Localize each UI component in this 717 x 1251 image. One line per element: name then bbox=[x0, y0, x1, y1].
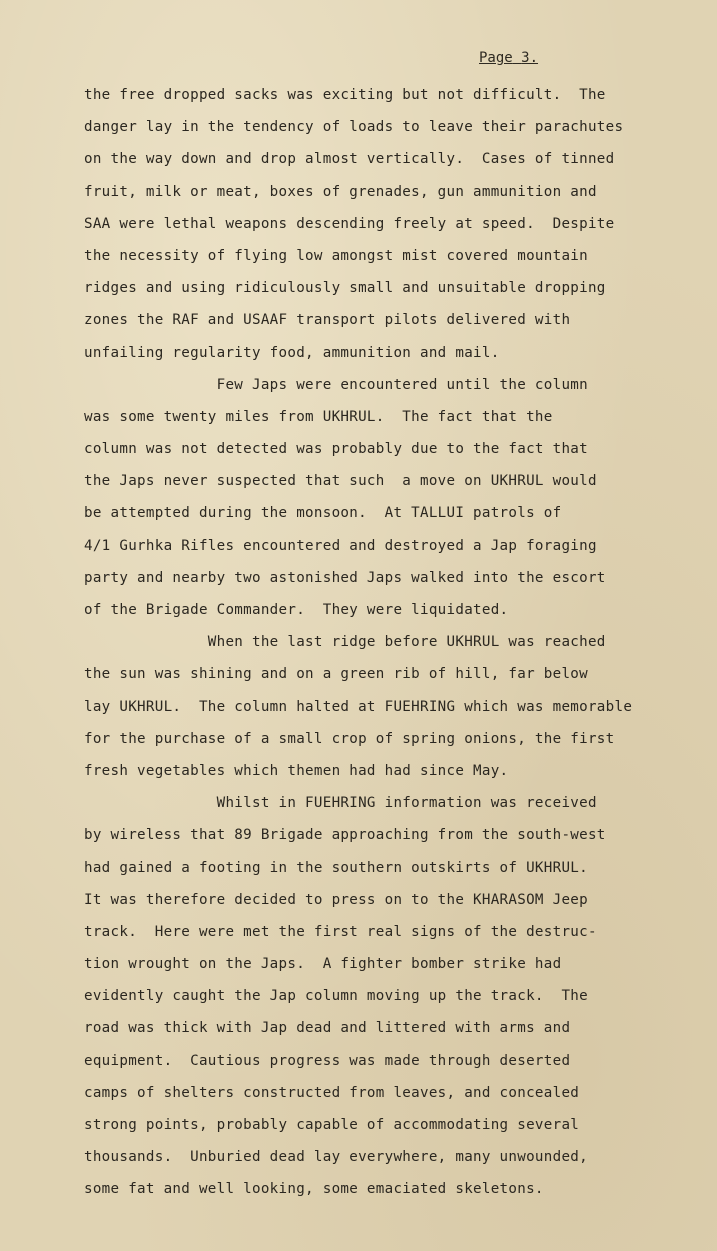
text-line: fresh vegetables which themen had had since May. bbox=[84, 762, 509, 779]
text-line: the Japs never suspected that such a move on UKHRUL would bbox=[84, 473, 597, 490]
text-line: 4/1 Gurhka Rifles encountered and destroyed a Jap foraging bbox=[84, 537, 597, 554]
text-line: be attempted during the monsoon. At TALLUI patrols of bbox=[84, 505, 562, 522]
text-line: zones the RAF and USAAF transport pilots delivered with bbox=[84, 312, 571, 329]
text-line: lay UKHRUL. The column halted at FUEHRING which was memorable bbox=[84, 698, 633, 715]
text-line: track. Here were met the first real signs of the destruc- bbox=[84, 923, 597, 940]
text-line: of the Brigade Commander. They were liquidated. bbox=[84, 602, 509, 618]
text-line: Whilst in FUEHRING information was received bbox=[84, 795, 597, 812]
text-line: fruit, milk or meat, boxes of grenades, gun ammunition and bbox=[84, 183, 597, 200]
text-line: was some twenty miles from UKHRUL. The fact that the bbox=[84, 408, 553, 425]
text-line: the necessity of flying low amongst mist covered mountain bbox=[84, 247, 588, 264]
text-line: camps of shelters constructed from leaves, and concealed bbox=[84, 1084, 580, 1101]
text-line: Few Japs were encountered until the column bbox=[84, 376, 588, 393]
text-line: tion wrought on the Japs. A fighter bomber strike had bbox=[84, 956, 562, 973]
text-line: had gained a footing in the southern outskirts of UKHRUL. bbox=[84, 859, 588, 876]
text-line: by wireless that 89 Brigade approaching from the south-west bbox=[84, 827, 606, 844]
text-line: some fat and well looking, some emaciated skeletons. bbox=[84, 1181, 544, 1198]
text-line: road was thick with Jap dead and littered with arms and bbox=[84, 1020, 571, 1037]
text-line: on the way down and drop almost vertically. Cases of tinned bbox=[84, 151, 615, 168]
text-line: thousands. Unburied dead lay everywhere, many unwounded, bbox=[84, 1149, 588, 1166]
body-text bbox=[84, 79, 632, 1206]
text-line: It was therefore decided to press on to the KHARASOM Jeep bbox=[84, 891, 588, 908]
text-line: equipment. Cautious progress was made through deserted bbox=[84, 1052, 571, 1069]
page-number bbox=[479, 50, 538, 66]
text-line: unfailing regularity food, ammunition and mail. bbox=[84, 344, 500, 361]
page-number-value: 3. bbox=[521, 50, 539, 66]
text-line: the free dropped sacks was exciting but not difficult. The bbox=[84, 87, 606, 103]
text-line: party and nearby two astonished Japs walked into the escort bbox=[84, 569, 606, 586]
text-line: When the last ridge before UKHRUL was reached bbox=[84, 634, 606, 651]
text-line: strong points, probably capable of accommodating several bbox=[84, 1117, 580, 1133]
text-line: for the purchase of a small crop of spring onions, the first bbox=[84, 730, 615, 747]
text-line: danger lay in the tendency of loads to leave their parachutes bbox=[84, 119, 624, 136]
page-label: Page bbox=[479, 50, 513, 66]
text-line: the sun was shining and on a green rib of hill, far below bbox=[84, 666, 588, 683]
text-line: evidently caught the Jap column moving up the track. The bbox=[84, 988, 588, 1005]
text-line: SAA were lethal weapons descending freely at speed. Despite bbox=[84, 215, 615, 232]
text-line: ridges and using ridiculously small and unsuitable dropping bbox=[84, 280, 606, 297]
text-line: column was not detected was probably due to the fact that bbox=[84, 441, 588, 458]
